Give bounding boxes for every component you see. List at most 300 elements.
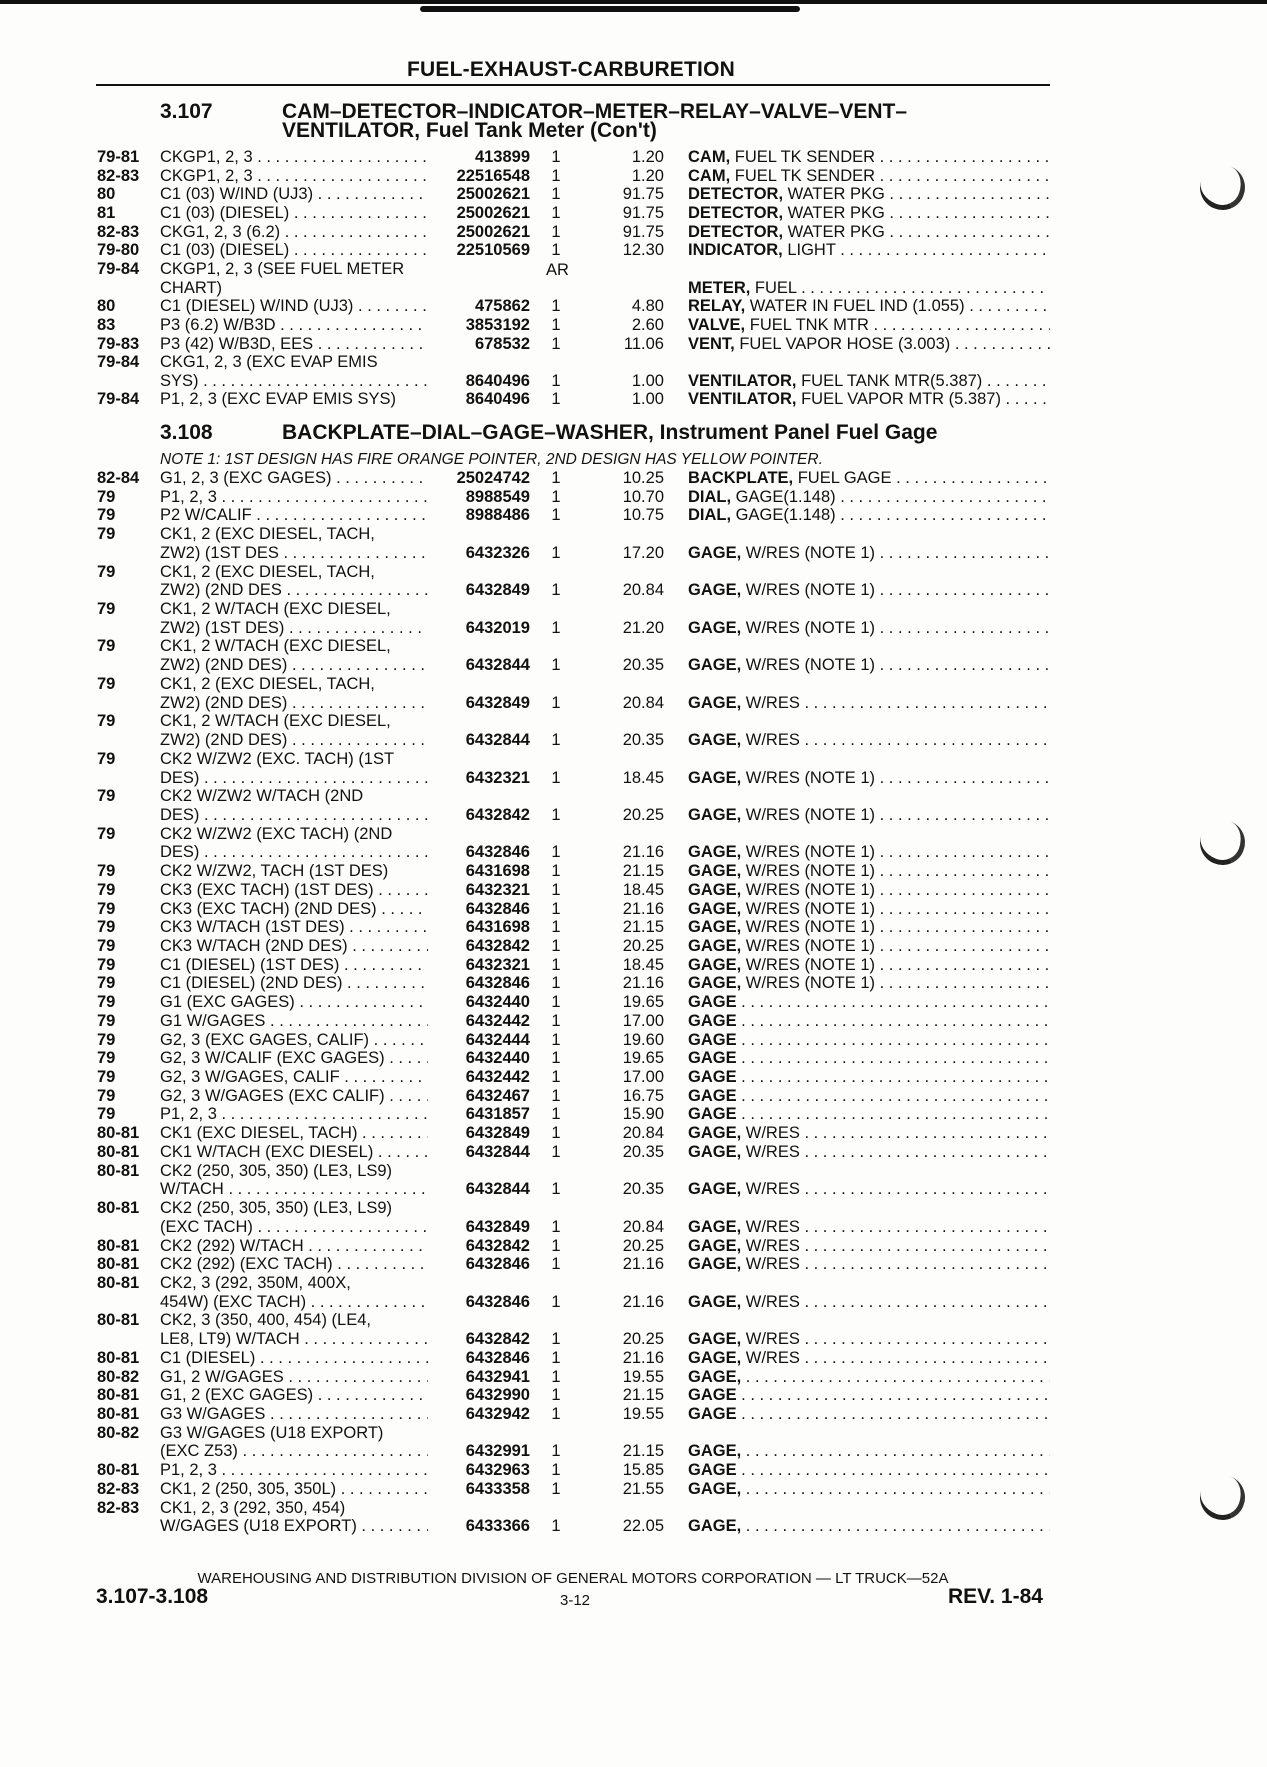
application: CKG1, 2, 3 (6.2) . . . (160, 223, 428, 242)
table-row (0, 787, 1267, 806)
application: G1, 2, 3 (EXC GAGES) . . . (160, 469, 428, 488)
price: 1.20 (631, 166, 664, 185)
part-name-detail: W/RES (741, 1217, 800, 1236)
part-name (688, 769, 1050, 788)
part-name (688, 862, 1050, 881)
part-name-detail: W/RES (741, 1124, 800, 1143)
part-name-detail: FUEL TANK MTR(5.387) (796, 371, 983, 390)
table-row (0, 937, 1267, 956)
part-number: 6432467 (465, 1086, 530, 1105)
model-year: 80-82 (97, 1423, 140, 1442)
table-row (0, 619, 1267, 638)
part-name (688, 974, 1050, 993)
part-name-noun: RELAY, (688, 297, 746, 316)
part-number: 6432321 (465, 768, 530, 787)
part-number: 25002621 (456, 203, 530, 222)
application: W/GAGES (U18 EXPORT) . . . (160, 1517, 428, 1536)
model-year: 79 (97, 899, 116, 918)
part-name (688, 581, 1050, 600)
part-name-noun: GAGE (688, 1068, 737, 1087)
table-row (0, 241, 1267, 260)
part-name (688, 223, 1050, 242)
table-row (0, 1105, 1267, 1124)
application: CK1, 2 (EXC DIESEL, TACH, (160, 525, 375, 544)
part-name (688, 469, 1050, 488)
part-name-noun: GAGE, (688, 918, 742, 937)
quantity: 1 (551, 1068, 561, 1087)
part-name (688, 843, 1050, 862)
part-name-detail: WATER PKG (783, 203, 885, 222)
table-row (0, 506, 1267, 525)
price: 16.75 (622, 1086, 664, 1105)
part-name (688, 1049, 1050, 1068)
part-name-noun: GAGE (688, 1086, 737, 1105)
part-number: 25002621 (456, 222, 530, 241)
application: CK3 (EXC TACH) (1ST DES) . . . (160, 881, 428, 900)
part-name-noun: GAGE (688, 1030, 737, 1049)
application: CK1, 2, 3 (292, 350, 454) (160, 1498, 346, 1517)
model-year: 80-81 (97, 1236, 140, 1255)
table-row (0, 372, 1267, 391)
model-year: 79-81 (97, 148, 140, 166)
part-name (688, 544, 1050, 563)
table-row (0, 544, 1267, 563)
part-name (688, 297, 1050, 316)
part-name-noun: GAGE, (688, 1517, 742, 1536)
price: 91.75 (622, 203, 664, 222)
part-name (688, 1442, 1050, 1461)
table-row (0, 806, 1267, 825)
quantity: 1 (551, 993, 561, 1012)
part-number: 6432846 (465, 1348, 530, 1367)
application: G3 W/GAGES (U18 EXPORT) (160, 1423, 384, 1442)
footer-page-number: 3-12 (560, 1592, 591, 1609)
application: CK1, 2 W/TACH (EXC DIESEL, (160, 637, 391, 656)
part-name (688, 279, 1050, 298)
design-note: NOTE 1: 1ST DESIGN HAS FIRE ORANGE POINTER, 2ND DESIGN HAS YELLOW POINTER. (160, 451, 823, 468)
price: 19.65 (622, 1049, 664, 1068)
part-number: 6433366 (465, 1517, 530, 1536)
application: ZW2) (2ND DES) . . . (160, 656, 428, 675)
price: 20.25 (622, 1330, 664, 1349)
price: 1.00 (631, 390, 664, 409)
part-name-noun: BACKPLATE, (688, 469, 794, 487)
model-year: 79-84 (97, 390, 140, 409)
quantity: 1 (551, 1030, 561, 1049)
price: 18.45 (622, 955, 664, 974)
table-row (0, 1124, 1267, 1143)
part-name-noun: VALVE, (688, 315, 746, 334)
part-number: 678532 (474, 334, 530, 353)
table-row (0, 1274, 1267, 1293)
table-row (0, 1330, 1267, 1349)
price: 19.65 (622, 993, 664, 1012)
table-row (0, 525, 1267, 544)
price: 15.90 (622, 1105, 664, 1124)
part-name-detail: W/RES (741, 1330, 800, 1349)
application: P1, 2, 3 (EXC EVAP EMIS SYS) (160, 390, 396, 409)
part-name (688, 335, 1050, 354)
part-number: 6432842 (465, 1330, 530, 1349)
part-number: 6432991 (465, 1442, 530, 1461)
part-name (688, 1012, 1050, 1031)
part-number: 6432440 (465, 993, 530, 1012)
section-title: BACKPLATE–DIAL–GAGE–WASHER, Instrument Panel Fuel Gage (282, 421, 938, 444)
application: (EXC Z53) . . . (160, 1442, 428, 1461)
part-name (688, 1143, 1050, 1162)
model-year: 79-83 (97, 334, 140, 353)
quantity: 1 (551, 1517, 561, 1536)
part-number: 6432842 (465, 1236, 530, 1255)
model-year: 80-81 (97, 1405, 140, 1423)
table-row (0, 731, 1267, 750)
model-year: 79-84 (97, 259, 140, 278)
quantity: 1 (551, 543, 561, 562)
part-name-noun: GAGE, (688, 974, 742, 993)
part-name (688, 372, 1050, 391)
part-name (688, 1517, 1050, 1536)
table-row (0, 637, 1267, 656)
part-name-detail: W/RES (NOTE 1) (741, 805, 876, 824)
part-name-detail: W/RES (741, 1236, 800, 1255)
table-row (0, 843, 1267, 862)
quantity: 1 (551, 166, 561, 185)
table-row (0, 918, 1267, 937)
application: CKGP1, 2, 3 (SEE FUEL METER (160, 259, 405, 278)
quantity: 1 (551, 899, 561, 918)
part-name (688, 806, 1050, 825)
table-row (0, 1255, 1267, 1274)
part-name (688, 167, 1050, 186)
part-name-noun: GAGE, (688, 1124, 742, 1143)
part-number: 6432442 (465, 1068, 530, 1087)
table-row (0, 1368, 1267, 1387)
part-name (688, 619, 1050, 638)
part-number: 6432019 (465, 618, 530, 637)
table-row (0, 712, 1267, 731)
part-number: 6432849 (465, 693, 530, 712)
quantity: 1 (551, 1255, 561, 1274)
part-name (688, 1405, 1050, 1424)
quantity: 1 (551, 1386, 561, 1405)
application: C1 (DIESEL) (2ND DES) . . . (160, 974, 428, 993)
application: CK2, 3 (292, 350M, 400X, (160, 1273, 351, 1292)
model-year: 82-83 (97, 1479, 140, 1498)
part-number: 6432844 (465, 731, 530, 750)
price: 11.06 (623, 334, 664, 353)
footer-section-range: 3.107-3.108 (96, 1585, 209, 1608)
top-border-accent (420, 6, 800, 12)
table-row (0, 1349, 1267, 1368)
quantity: AR (546, 260, 569, 279)
table-row (0, 260, 1267, 279)
part-number: 6432849 (465, 1217, 530, 1236)
part-name (688, 506, 1050, 525)
part-name-noun: GAGE, (688, 805, 742, 824)
part-name-detail: GAGE(1.148) (731, 487, 836, 506)
part-name (688, 1368, 1050, 1387)
application: CK3 W/TACH (2ND DES) . . . (160, 937, 428, 956)
price: 19.55 (622, 1367, 664, 1386)
quantity: 1 (551, 843, 561, 862)
part-name-noun: GAGE, (688, 1348, 742, 1367)
application: CK2 (292) (EXC TACH) . . . (160, 1255, 428, 1274)
part-name-detail: FUEL (750, 278, 797, 297)
model-year: 79 (97, 487, 116, 506)
model-year: 79-84 (97, 353, 140, 372)
quantity: 1 (551, 185, 561, 204)
price: 1.00 (631, 371, 664, 390)
application: DES) . . . (160, 843, 428, 862)
application: ZW2) (2ND DES) . . . (160, 731, 428, 750)
part-name (688, 204, 1050, 223)
model-year: 80-81 (97, 1348, 140, 1367)
part-number: 6432842 (465, 805, 530, 824)
price: 10.70 (622, 487, 664, 506)
application: DES) . . . (160, 769, 428, 788)
part-name-detail: W/RES (NOTE 1) (741, 880, 876, 899)
part-name-noun: GAGE, (688, 1479, 742, 1498)
model-year: 79 (97, 918, 116, 937)
part-name-noun: GAGE, (688, 581, 742, 600)
part-number: 6432844 (465, 1180, 530, 1199)
part-number: 6432321 (465, 955, 530, 974)
table-row (0, 1517, 1267, 1536)
model-year: 80 (97, 185, 116, 204)
table-row (0, 1386, 1267, 1405)
part-name-detail: WATER PKG (783, 185, 885, 204)
part-name (688, 1087, 1050, 1106)
part-name-noun: GAGE, (688, 543, 742, 562)
price: 21.16 (622, 1292, 664, 1311)
part-name-detail: FUEL TK SENDER (730, 148, 876, 166)
price: 1.20 (631, 148, 664, 166)
price: 20.25 (622, 805, 664, 824)
price: 2.60 (631, 315, 664, 334)
table-row (0, 1087, 1267, 1106)
part-number: 25024742 (456, 469, 530, 487)
part-name-noun: CAM, (688, 148, 731, 166)
part-name (688, 1124, 1050, 1143)
application: G2, 3 W/CALIF (EXC GAGES) . . . (160, 1049, 428, 1068)
part-number: 6432846 (465, 1292, 530, 1311)
application: G1 W/GAGES . . . (160, 1012, 428, 1031)
price: 20.84 (622, 693, 664, 712)
application: CK2 (292) W/TACH . . . (160, 1237, 428, 1256)
quantity: 1 (551, 469, 561, 487)
model-year: 80 (97, 297, 116, 316)
part-name (688, 1386, 1050, 1405)
part-name (688, 881, 1050, 900)
table-row (0, 1442, 1267, 1461)
model-year: 80-81 (97, 1273, 140, 1292)
application: ZW2) (2ND DES . . . (160, 581, 428, 600)
table-row (0, 881, 1267, 900)
part-number: 8640496 (465, 371, 530, 390)
model-year: 80-81 (97, 1161, 140, 1180)
part-name-detail: W/RES (741, 731, 800, 750)
price: 10.25 (622, 469, 664, 487)
application: CK2 W/ZW2, TACH (1ST DES) (160, 862, 389, 881)
part-number: 6432846 (465, 899, 530, 918)
part-name-noun: INDICATOR, (688, 241, 783, 260)
application: DES) . . . (160, 806, 428, 825)
price: 18.45 (622, 768, 664, 787)
price: 12.30 (622, 241, 664, 260)
quantity: 1 (551, 334, 561, 353)
application: CK3 W/TACH (1ST DES) . . . (160, 918, 428, 937)
model-year: 79 (97, 600, 116, 619)
model-year: 80-82 (97, 1367, 140, 1386)
part-name-detail: WATER PKG (783, 222, 885, 241)
part-name-noun: VENTILATOR, (688, 390, 797, 409)
price: 20.35 (622, 1180, 664, 1199)
quantity: 1 (551, 241, 561, 260)
table-row (0, 1068, 1267, 1087)
table-row (0, 335, 1267, 354)
part-name (688, 1180, 1050, 1199)
model-year: 79 (97, 1068, 116, 1087)
quantity: 1 (551, 693, 561, 712)
part-number: 6432963 (465, 1461, 530, 1480)
quantity: 1 (551, 297, 561, 316)
part-number: 6432844 (465, 1142, 530, 1161)
quantity: 1 (551, 1011, 561, 1030)
part-name-detail: FUEL GAGE (793, 469, 892, 487)
part-name-noun: DIAL, (688, 506, 732, 525)
part-name-noun: GAGE, (688, 843, 742, 862)
model-year: 82-83 (97, 166, 140, 185)
quantity: 1 (551, 315, 561, 334)
quantity: 1 (551, 974, 561, 993)
footer-publisher: WAREHOUSING AND DISTRIBUTION DIVISION OF GENERAL MOTORS CORPORATION — LT TRUCK—52A (197, 1570, 949, 1587)
part-number: 6432941 (465, 1367, 530, 1386)
part-name-noun: GAGE, (688, 955, 742, 974)
table-row (0, 974, 1267, 993)
price: 21.55 (622, 1479, 664, 1498)
model-year: 79 (97, 674, 116, 693)
part-name-noun: GAGE (688, 1049, 737, 1068)
price: 15.85 (622, 1461, 664, 1480)
table-row (0, 1461, 1267, 1480)
model-year: 79 (97, 880, 116, 899)
model-year: 79 (97, 1049, 116, 1068)
table-row (0, 1405, 1267, 1424)
part-name (688, 1218, 1050, 1237)
price: 21.15 (622, 1386, 664, 1405)
price: 91.75 (622, 185, 664, 204)
price: 4.80 (631, 297, 664, 316)
table-row (0, 1311, 1267, 1330)
part-name-noun: GAGE, (688, 656, 742, 675)
model-year: 79-80 (97, 241, 140, 260)
quantity: 1 (551, 731, 561, 750)
price: 21.15 (622, 918, 664, 937)
application: CK2, 3 (350, 400, 454) (LE4, (160, 1311, 371, 1330)
price: 18.45 (622, 880, 664, 899)
model-year: 79 (97, 525, 116, 544)
part-name-noun: GAGE, (688, 1367, 742, 1386)
price: 21.16 (622, 1348, 664, 1367)
part-name-detail: W/RES (741, 693, 800, 712)
part-name-noun: VENTILATOR, (688, 371, 797, 390)
model-year: 80-81 (97, 1255, 140, 1274)
part-name-noun: GAGE, (688, 768, 742, 787)
part-name-noun: VENT, (688, 334, 735, 353)
part-name-detail: LIGHT (782, 241, 836, 260)
table-row (0, 656, 1267, 675)
part-name (688, 1031, 1050, 1050)
part-name-noun: METER, (688, 278, 751, 297)
part-number: 22510569 (456, 241, 530, 260)
quantity: 1 (551, 203, 561, 222)
part-number: 6432321 (465, 880, 530, 899)
part-number: 6431698 (465, 862, 530, 881)
model-year: 83 (97, 315, 116, 334)
part-name-noun: GAGE (688, 993, 737, 1012)
part-name-detail: W/RES (NOTE 1) (741, 768, 876, 787)
quantity: 1 (551, 371, 561, 390)
part-name (688, 656, 1050, 675)
part-number: 8988549 (465, 487, 530, 506)
model-year: 79 (97, 787, 116, 806)
part-number: 6432442 (465, 1011, 530, 1030)
quantity: 1 (551, 390, 561, 409)
part-name-noun: GAGE, (688, 731, 742, 750)
application: G2, 3 W/GAGES, CALIF . . . (160, 1068, 428, 1087)
table-row (0, 862, 1267, 881)
part-name (688, 1330, 1050, 1349)
table-row (0, 694, 1267, 713)
price: 20.25 (622, 937, 664, 955)
application: G1, 2 W/GAGES . . . (160, 1368, 428, 1387)
part-name-detail: W/RES (NOTE 1) (741, 581, 876, 600)
part-name-detail: W/RES (NOTE 1) (741, 974, 876, 993)
price: 21.16 (622, 843, 664, 862)
table-row (0, 1143, 1267, 1162)
footer-revision: REV. 1-84 (948, 1585, 1043, 1608)
application: ZW2) (1ST DES . . . (160, 544, 428, 563)
table-row (0, 1499, 1267, 1518)
part-number: 6432326 (465, 543, 530, 562)
part-name-noun: GAGE (688, 1105, 737, 1124)
table-row (0, 1162, 1267, 1181)
part-number: 6432846 (465, 843, 530, 862)
application: G2, 3 (EXC GAGES, CALIF) . . . (160, 1031, 428, 1050)
table-row (0, 167, 1267, 186)
price: 19.55 (622, 1405, 664, 1423)
part-name (688, 694, 1050, 713)
part-name-detail: W/RES (NOTE 1) (741, 543, 876, 562)
table-row (0, 675, 1267, 694)
model-year: 79 (97, 937, 116, 955)
part-name (688, 1480, 1050, 1499)
quantity: 1 (551, 1292, 561, 1311)
part-name-noun: GAGE, (688, 1180, 742, 1199)
page-header: FUEL-EXHAUST-CARBURETION (407, 58, 735, 81)
part-name-detail: W/RES (741, 1255, 800, 1274)
price: 20.84 (622, 1217, 664, 1236)
application: CK3 (EXC TACH) (2ND DES) . . . (160, 900, 428, 919)
part-name-detail: W/RES (741, 1142, 800, 1161)
table-row (0, 1293, 1267, 1312)
model-year: 80-81 (97, 1311, 140, 1330)
quantity: 1 (551, 1442, 561, 1461)
quantity: 1 (551, 955, 561, 974)
price: 19.60 (622, 1030, 664, 1049)
part-name (688, 1105, 1050, 1124)
quantity: 1 (551, 1049, 561, 1068)
